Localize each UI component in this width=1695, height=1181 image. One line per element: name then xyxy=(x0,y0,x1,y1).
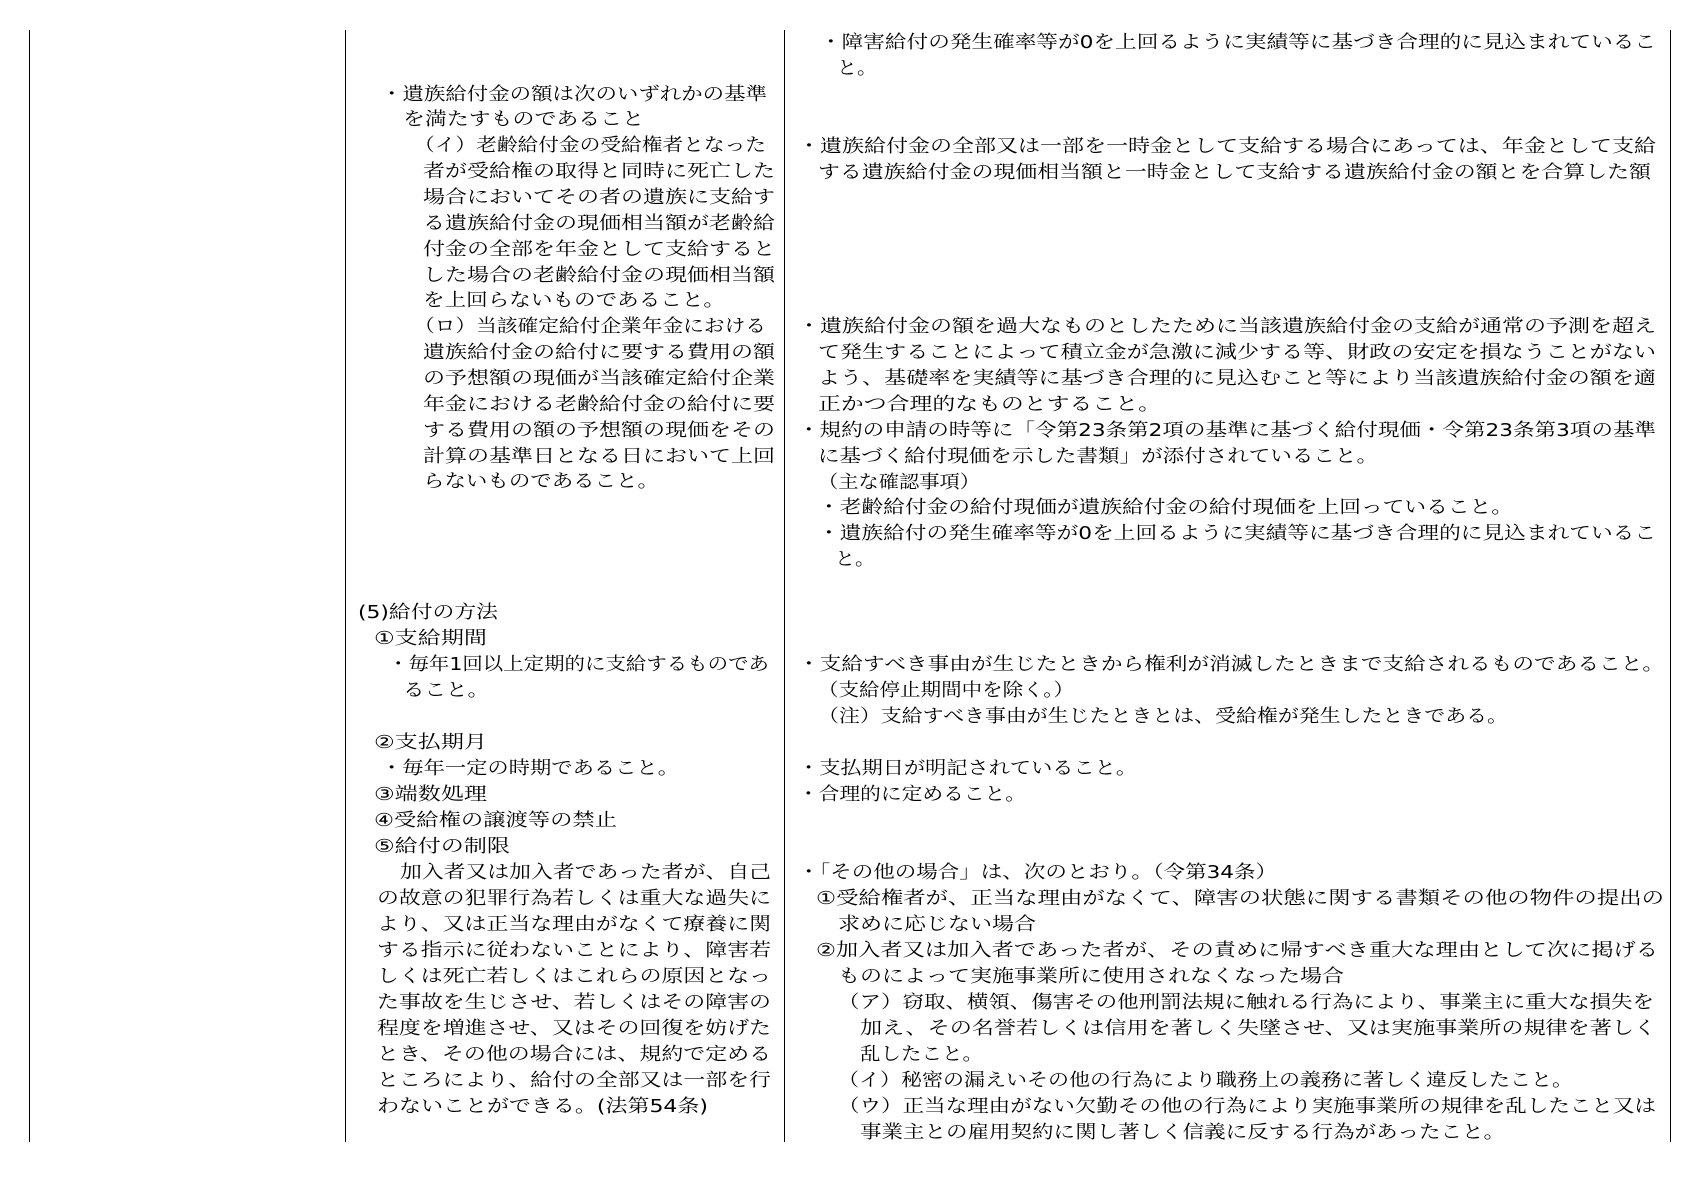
column-divider-left xyxy=(29,30,30,1142)
text-line: 計算の基準日となる日において上回 xyxy=(423,446,775,467)
text-line: （支給停止期間中を除く。） xyxy=(818,680,1075,701)
text-line: する遺族給付金の現価相当額と一時金として支給する遺族給付金の額とを合算した額 xyxy=(818,162,1651,183)
text-line: する指示に従わないことにより、障害若 xyxy=(377,940,771,961)
text-line: ・規約の申請の時等に「令第23条第2項の基準に基づく給付現価・令第23条第3項の基準 xyxy=(798,420,1656,441)
text-line: 加入者又は加入者であった者が、自己 xyxy=(400,862,772,883)
text-line: る遺族給付金の現価相当額が老齢給 xyxy=(423,213,775,234)
column-divider-2 xyxy=(784,30,785,1142)
text-line: （イ）老齢給付金の受給権者となった xyxy=(414,135,766,156)
text-line: とき、その他の場合には、規約で定める xyxy=(377,1044,772,1065)
text-line: ・毎年一定の時期であること。 xyxy=(381,758,679,779)
text-line: ③端数処理 xyxy=(374,784,487,805)
text-line: わないことができる。(法第54条) xyxy=(377,1096,708,1117)
text-line: 求めに応じない場合 xyxy=(838,914,1036,935)
text-line: しくは死亡若しくはこれらの原因となっ xyxy=(377,966,771,987)
text-line: 場合においてその者の遺族に支給す xyxy=(423,187,775,208)
text-line: ②加入者又は加入者であった者が、その責めに帰すべき重大な理由として次に掲げる xyxy=(816,940,1658,961)
text-line: ・合理的に定めること。 xyxy=(798,784,1026,805)
column-divider-1 xyxy=(345,30,346,1142)
text-line: 正かつ合理的なものとすること。 xyxy=(818,394,1162,415)
text-line: ・支払期日が明記されていること。 xyxy=(798,758,1138,779)
text-line: ⑤給付の制限 xyxy=(374,836,510,857)
text-line: （主な確認事項） xyxy=(818,472,980,493)
text-line: より、又は正当な理由がなくて療養に関 xyxy=(377,914,771,935)
text-line: した場合の老齢給付金の現価相当額 xyxy=(423,265,775,286)
text-line: 乱したこと。 xyxy=(860,1044,984,1065)
text-line: と。 xyxy=(837,58,877,79)
text-line: （ウ）正当な理由がない欠勤その他の行為により実施事業所の規律を乱したこと又は xyxy=(838,1096,1656,1117)
text-line: ④受給権の譲渡等の禁止 xyxy=(374,810,617,831)
text-line: た事故を生じさせ、若しくはその障害の xyxy=(377,992,771,1013)
text-line: 付金の全部を年金として支給すると xyxy=(423,239,775,260)
text-line: 程度を増進させ、又はその回復を妨げた xyxy=(377,1018,771,1039)
text-line: ①受給権者が、正当な理由がなくて、障害の状態に関する書類その他の物件の提出の xyxy=(816,888,1664,909)
text-line: する費用の額の予想額の現価をその xyxy=(423,420,775,441)
text-line: ・「その他の場合」は、次のとおり。（令第34条） xyxy=(798,862,1278,883)
text-line: （イ）秘密の漏えいその他の行為により職務上の義務に著しく違反したこと。 xyxy=(838,1070,1574,1091)
section-heading: (5)給付の方法 xyxy=(358,602,498,623)
text-line: と。 xyxy=(835,549,875,570)
text-line: ること。 xyxy=(403,680,489,701)
text-line: の故意の犯罪行為若しくは重大な過失に xyxy=(377,888,771,909)
text-line: ・障害給付の発生確率等が0を上回るように実績等に基づき合理的に見込まれているこ xyxy=(820,32,1657,53)
text-line: ところにより、給付の全部又は一部を行 xyxy=(377,1070,771,1091)
text-line: ・遺族給付金の額を過大なものとしたために当該遺族給付金の支給が通常の予測を超え xyxy=(798,316,1656,337)
text-line: ・遺族給付金の額は次のいずれかの基準 xyxy=(381,84,768,105)
text-line: 遺族給付金の給付に要する費用の額 xyxy=(423,342,775,363)
text-line: ものによって実施事業所に使用されなくなった場合 xyxy=(838,966,1344,987)
text-line: （注）支給すべき事由が生じたときとは、受給権が発生したときである。 xyxy=(818,706,1508,727)
text-line: ・遺族給付金の全部又は一部を一時金として支給する場合にあっては、年金として支給 xyxy=(798,136,1656,157)
text-line: ・毎年1回以上定期的に支給するものであ xyxy=(388,654,770,675)
text-line: を満たすものであること xyxy=(403,109,645,130)
text-line: ・遺族給付の発生確率等が0を上回るように実績等に基づき合理的に見込まれているこ xyxy=(818,523,1657,544)
text-line: を上回らないものであること。 xyxy=(423,290,725,311)
text-line: て発生することによって積立金が急激に減少する等、財政の安定を損なうことがない xyxy=(818,342,1656,363)
text-line: ・老齢給付金の給付現価が遺族給付金の給付現価を上回っていること。 xyxy=(818,497,1514,518)
column-divider-right xyxy=(1670,30,1671,1142)
text-line: ①支給期間 xyxy=(374,628,487,649)
text-line: 者が受給権の取得と同時に死亡した xyxy=(423,161,775,182)
text-line: 加え、その名誉若しくは信用を著しく失墜させ、又は実施事業所の規律を著しく xyxy=(860,1018,1657,1039)
text-line: ・支給すべき事由が生じたときから権利が消滅したときまで支給されるものであること。 xyxy=(798,654,1665,675)
text-line: よう、基礎率を実績等に基づき合理的に見込むこと等により当該遺族給付金の額を適 xyxy=(818,368,1656,389)
text-line: に基づく給付現価を示した書類」が添付されていること。 xyxy=(818,446,1379,467)
text-line: （ロ）当該確定給付企業年金における xyxy=(414,316,766,337)
text-line: らないものであること。 xyxy=(423,471,659,492)
text-line: 事業主との雇用契約に関し著しく信義に反する行為があったこと。 xyxy=(860,1122,1505,1143)
text-line: 年金における老齢給付金の給付に要 xyxy=(423,394,775,415)
text-line: ②支払期月 xyxy=(374,732,487,753)
text-line: の予想額の現価が当該確定給付企業 xyxy=(423,368,775,389)
text-line: （ア）窃取、横領、傷害その他刑罰法規に触れる行為により、事業主に重大な損失を xyxy=(838,992,1655,1013)
